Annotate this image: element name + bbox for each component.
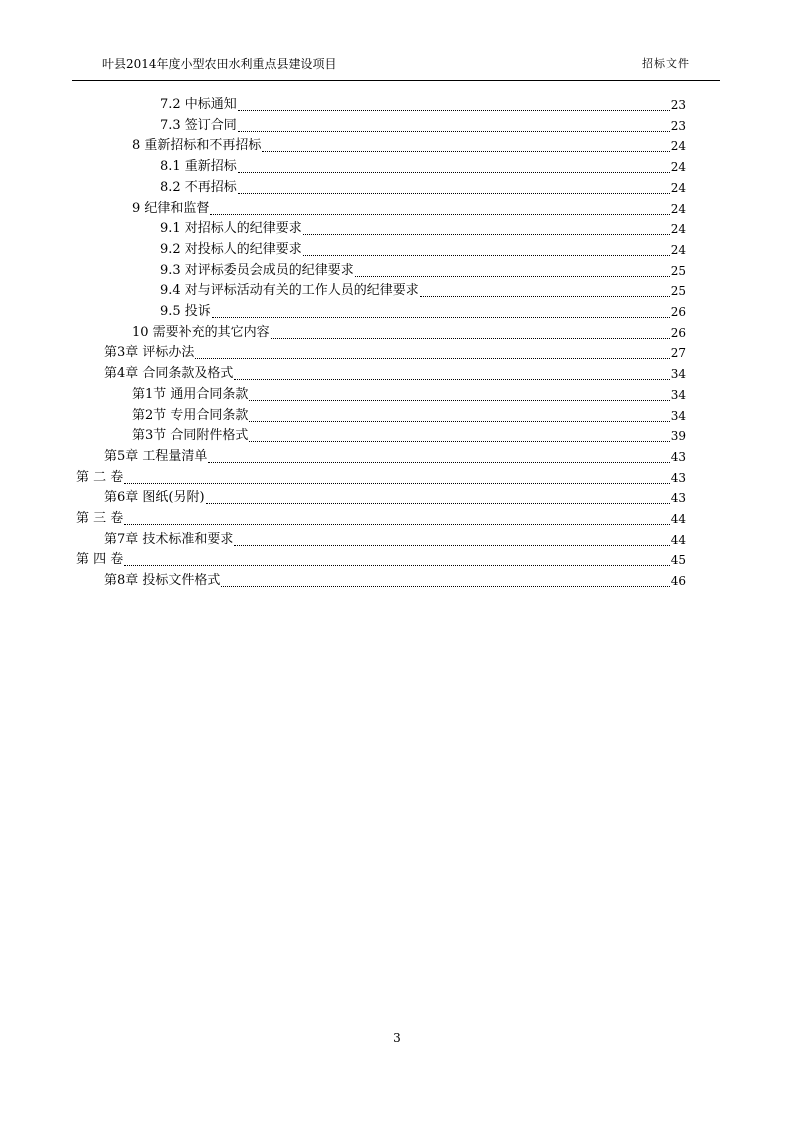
toc-entry[interactable] <box>0 95 794 115</box>
toc-leader-dots <box>124 483 670 484</box>
toc-entry-label: 第 四 卷 <box>76 552 124 568</box>
toc-entry[interactable] <box>0 261 794 281</box>
toc-entry-page: 24 <box>670 180 686 195</box>
toc-leader-dots <box>238 110 670 111</box>
toc-entry[interactable] <box>0 550 794 570</box>
toc-entry[interactable] <box>0 281 794 301</box>
toc-entry-page: 24 <box>670 139 686 154</box>
toc-entry-label: 第1节 通用合同条款 <box>132 386 249 402</box>
toc-entry[interactable] <box>0 530 794 550</box>
toc-leader-dots <box>420 296 670 297</box>
toc-entry[interactable] <box>0 302 794 322</box>
toc-entry-label: 第2节 专用合同条款 <box>132 407 249 423</box>
toc-entry-page: 23 <box>670 98 686 112</box>
toc-entry-label: 9.1 对招标人的纪律要求 <box>160 221 302 237</box>
toc-leader-dots <box>221 586 670 587</box>
toc-leader-dots <box>303 255 670 256</box>
page-header <box>72 56 720 81</box>
toc-entry-label: 9 纪律和监督 <box>132 200 210 216</box>
toc-entry[interactable] <box>0 157 794 177</box>
toc-entry[interactable] <box>0 488 794 508</box>
toc-entry[interactable] <box>0 571 794 591</box>
toc-entry-label: 10 需要补充的其它内容 <box>132 324 270 340</box>
toc-entry-page: 24 <box>670 242 686 257</box>
toc-entry-label: 第4章 合同条款及格式 <box>104 366 234 382</box>
toc-entry[interactable] <box>0 426 794 446</box>
toc-leader-dots <box>208 462 670 463</box>
toc-entry-page: 26 <box>670 325 686 340</box>
toc-entry-label: 第5章 工程量清单 <box>104 448 208 464</box>
toc-entry-page: 24 <box>670 201 686 216</box>
toc-entry[interactable] <box>0 364 794 384</box>
toc-entry-label: 8.1 重新招标 <box>160 159 237 175</box>
toc-entry-page: 34 <box>670 408 686 423</box>
toc-entry-page: 44 <box>670 512 686 526</box>
toc-entry-label: 第8章 投标文件格式 <box>104 573 221 589</box>
toc-leader-dots <box>355 276 670 277</box>
toc-entry-page: 43 <box>670 491 686 506</box>
toc-entry-label: 9.2 对投标人的纪律要求 <box>160 241 302 257</box>
toc-leader-dots <box>271 338 670 339</box>
toc-leader-dots <box>249 421 670 422</box>
toc-entry[interactable] <box>0 199 794 219</box>
toc-leader-dots <box>206 503 670 504</box>
toc-entry-page: 24 <box>670 222 686 237</box>
toc-entry-page: 44 <box>670 532 686 547</box>
toc-leader-dots <box>238 131 670 132</box>
toc-entry[interactable] <box>0 447 794 467</box>
toc-leader-dots <box>195 358 670 359</box>
toc-leader-dots <box>210 214 670 215</box>
toc-entry-page: 25 <box>670 263 686 278</box>
toc-entry[interactable] <box>0 219 794 239</box>
toc-entry-label: 8 重新招标和不再招标 <box>132 138 262 154</box>
toc-entry-page: 39 <box>670 429 686 444</box>
toc-entry-label: 第7章 技术标准和要求 <box>104 531 234 547</box>
toc-leader-dots <box>238 193 670 194</box>
toc-entry-label: 第 三 卷 <box>76 511 124 526</box>
toc-leader-dots <box>124 524 670 525</box>
toc-leader-dots <box>249 400 670 401</box>
header-doc-type: 招标文件 <box>642 57 690 70</box>
toc-leader-dots <box>234 379 670 380</box>
toc-entry-label: 9.5 投诉 <box>160 304 211 319</box>
header-title: 叶县2014年度小型农田水利重点县建设项目 <box>102 57 337 71</box>
toc-entry-label: 第3章 评标办法 <box>104 345 195 361</box>
page-number: 3 <box>393 1031 401 1045</box>
toc-entry[interactable] <box>0 240 794 260</box>
toc-entry-page: 34 <box>670 367 686 382</box>
toc-leader-dots <box>249 441 670 442</box>
toc-entry-page: 46 <box>670 574 686 589</box>
toc-entry-page: 25 <box>670 284 686 299</box>
toc-entry-label: 第6章 图纸(另附) <box>104 490 205 506</box>
toc-entry[interactable] <box>0 178 794 198</box>
toc-entry-page: 45 <box>670 553 686 568</box>
toc-entry-page: 23 <box>670 118 686 133</box>
toc-leader-dots <box>212 317 670 318</box>
toc-entry-page: 26 <box>670 305 686 319</box>
toc-entry-page: 27 <box>670 346 686 361</box>
toc-entry-label: 9.3 对评标委员会成员的纪律要求 <box>160 262 354 278</box>
toc-entry[interactable] <box>0 323 794 343</box>
toc-entry-label: 9.4 对与评标活动有关的工作人员的纪律要求 <box>160 283 419 299</box>
toc-entry-label: 7.3 签订合同 <box>160 117 237 133</box>
toc-entry-label: 第3节 合同附件格式 <box>132 428 249 444</box>
toc-entry-page: 43 <box>670 470 686 485</box>
toc-entry-label: 第 二 卷 <box>76 469 124 485</box>
toc-entry-page: 43 <box>670 449 686 464</box>
toc-entry[interactable] <box>0 468 794 488</box>
toc-entry[interactable] <box>0 385 794 405</box>
toc-leader-dots <box>303 234 670 235</box>
toc-entry-label: 7.2 中标通知 <box>160 97 237 112</box>
toc-entry[interactable] <box>0 343 794 363</box>
toc-entry[interactable] <box>0 509 794 529</box>
toc-entry[interactable] <box>0 406 794 426</box>
toc-entry-page: 34 <box>670 387 686 402</box>
toc-entry-page: 24 <box>670 160 686 175</box>
toc-entry[interactable] <box>0 136 794 156</box>
toc-leader-dots <box>124 565 670 566</box>
toc-leader-dots <box>238 172 670 173</box>
toc-leader-dots <box>262 151 670 152</box>
toc-entry-label: 8.2 不再招标 <box>160 179 237 195</box>
toc-entry[interactable] <box>0 116 794 136</box>
toc-leader-dots <box>234 545 670 546</box>
